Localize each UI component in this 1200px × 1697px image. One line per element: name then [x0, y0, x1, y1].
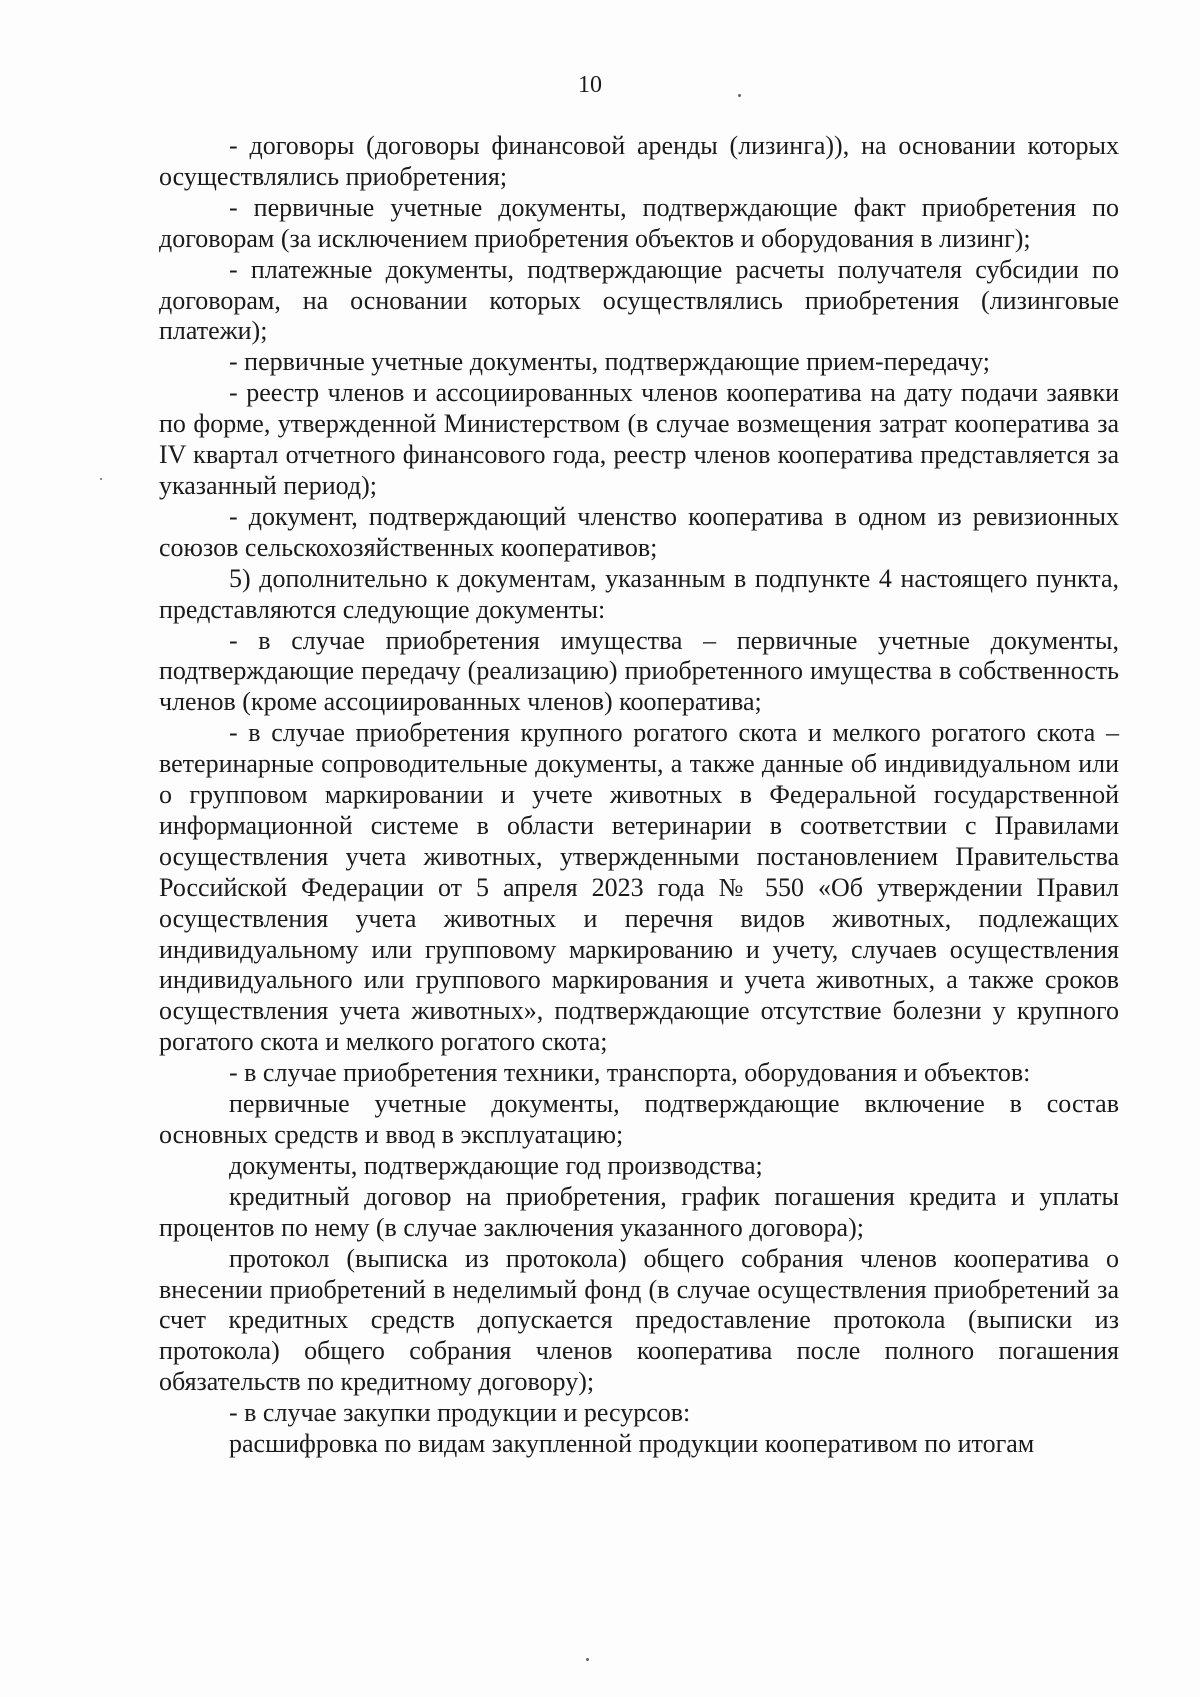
paragraph: - первичные учетные документы, подтверждающие факт приобретения по договорам (за исключением приобретения объектов и оборудования в лизинг); [159, 192, 1119, 253]
paragraph: - в случае приобретения крупного рогатого скота и мелкого рогатого скота – ветеринарные сопроводительные документы, а также данные об индивидуальном или о групповом маркировании и учете животных в Федеральной государственной информационной системе в области ветеринарии в соответствии с Правилами осуществления учета животных, утвержденными постановлением Правительства Российской Федерации от 5 апреля 2023 года № 550 «Об утверждении Правил осуществления учета животных и перечня видов животных, подлежащих индивидуальному или групповому маркированию и учету, случаев осуществления индивидуального или группового маркирования и учета животных, а также сроков осуществления учета животных», подтверждающие отсутствие болезни у крупного рогатого скота и мелкого рогатого скота; [159, 718, 1119, 1057]
paragraph: кредитный договор на приобретения, график погашения кредита и уплаты процентов по нему (в случае заключения указанного договора); [159, 1181, 1119, 1242]
document-body [159, 131, 1119, 1460]
paragraph: - первичные учетные документы, подтверждающие прием-передачу; [229, 347, 990, 377]
scan-speck [586, 1658, 589, 1661]
paragraph: - в случае приобретения имущества – первичные учетные документы, подтверждающие передачу (реализацию) приобретенного имущества в собственность членов (кроме ассоциированных членов) кооператива; [159, 625, 1119, 717]
scan-speck [738, 94, 741, 97]
paragraph: - в случае приобретения техники, транспорта, оборудования и объектов: [229, 1058, 1031, 1088]
paragraph: - договоры (договоры финансовой аренды (лизинга)), на основании которых осуществлялись приобретения; [159, 131, 1119, 191]
paragraph: - документ, подтверждающий членство кооператива в одном из ревизионных союзов сельскохозяйственных кооперативов; [159, 501, 1119, 562]
paragraph: 5) дополнительно к документам, указанным в подпункте 4 настоящего пункта, представляются следующие документы: [159, 563, 1119, 624]
paragraph: протокол (выписка из протокола) общего собрания членов кооператива о внесении приобретений в неделимый фонд (в случае осуществления приобретений за счет кредитных средств допускается предоставление протокола (выписки из протокола) общего собрания членов кооператива после полного погашения обязательств по кредитному договору); [159, 1243, 1119, 1397]
paragraph: первичные учетные документы, подтверждающие включение в состав основных средств и ввод в эксплуатацию; [159, 1089, 1119, 1149]
paragraph: - реестр членов и ассоциированных членов кооператива на дату подачи заявки по форме, утвержденной Министерством (в случае возмещения затрат кооператива за IV квартал отчетного финансового года, реестр членов кооператива представляется за указанный период); [159, 378, 1119, 500]
page-number: 10 [578, 72, 602, 98]
paragraph: документы, подтверждающие год производства; [229, 1150, 763, 1180]
paragraph: - в случае закупки продукции и ресурсов: [229, 1398, 691, 1428]
paragraph: расшифровка по видам закупленной продукции кооперативом по итогам [229, 1429, 1035, 1459]
paragraph: - платежные документы, подтверждающие расчеты получателя субсидии по договорам, на основании которых осуществлялись приобретения (лизинговые платежи); [159, 254, 1119, 346]
scan-speck [100, 478, 102, 480]
